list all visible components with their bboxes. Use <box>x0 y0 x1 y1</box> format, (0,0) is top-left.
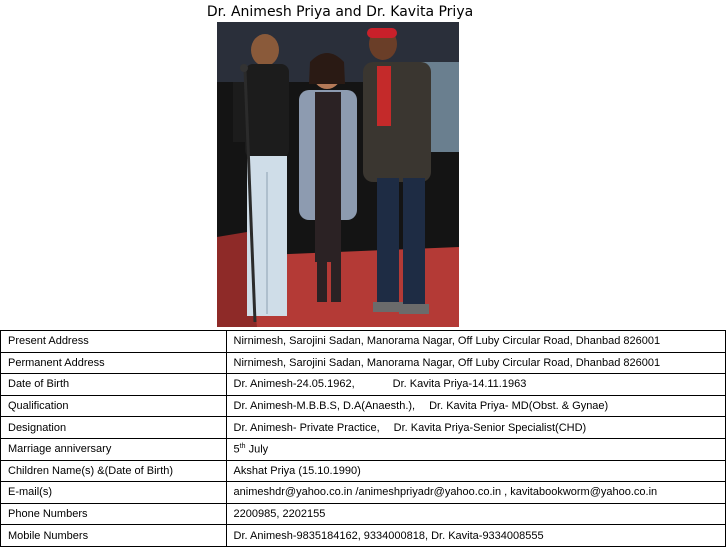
ordinal-suffix: th <box>239 442 246 450</box>
row-value: Akshat Priya (15.10.1990) <box>226 460 725 482</box>
row-value: 2200985, 2202155 <box>226 503 725 525</box>
row-label: Mobile Numbers <box>1 525 227 547</box>
value-part: Dr. Animesh-24.05.1962, <box>233 378 355 391</box>
value-part: Dr. Animesh- Private Practice, <box>233 421 380 434</box>
row-label: Qualification <box>1 395 227 417</box>
value-part: Dr. Kavita Priya-14.11.1963 <box>392 378 527 391</box>
row-value <box>226 417 725 439</box>
table-row <box>1 395 726 417</box>
table-row <box>1 352 726 374</box>
table-row <box>1 417 726 439</box>
family-photo-illustration <box>217 22 459 327</box>
row-label: Permanent Address <box>1 352 227 374</box>
value-part: July <box>245 443 269 456</box>
row-label: Present Address <box>1 331 227 353</box>
row-value: Nirnimesh, Sarojini Sadan, Manorama Nagar, Off Luby Circular Road, Dhanbad 826001 <box>226 331 725 353</box>
value-part: Dr. Animesh-M.B.B.S, D.A(Anaesth.), <box>233 400 416 413</box>
table-row <box>1 460 726 482</box>
family-photo <box>217 22 459 327</box>
row-value: Nirnimesh, Sarojini Sadan, Manorama Nagar, Off Luby Circular Road, Dhanbad 826001 <box>226 352 725 374</box>
details-table <box>0 330 726 547</box>
table-row <box>1 482 726 504</box>
value-part: 5 <box>233 443 240 456</box>
page-title: Dr. Animesh Priya and Dr. Kavita Priya <box>206 4 474 20</box>
table-row <box>1 503 726 525</box>
row-value <box>226 374 725 396</box>
value-part: Dr. Kavita Priya- MD(Obst. & Gynae) <box>429 400 609 413</box>
row-value: animeshdr@yahoo.co.in /animeshpriyadr@yahoo.co.in , kavitabookworm@yahoo.co.in <box>226 482 725 504</box>
row-label: E-mail(s) <box>1 482 227 504</box>
row-label: Phone Numbers <box>1 503 227 525</box>
row-value <box>226 395 725 417</box>
value-part: Dr. Kavita Priya-Senior Specialist(CHD) <box>393 421 587 434</box>
row-value <box>226 438 725 460</box>
row-label: Designation <box>1 417 227 439</box>
row-label: Marriage anniversary <box>1 438 227 460</box>
row-value: Dr. Animesh-9835184162, 9334000818, Dr. Kavita-9334008555 <box>226 525 725 547</box>
table-row <box>1 525 726 547</box>
row-label: Children Name(s) &(Date of Birth) <box>1 460 227 482</box>
table-row <box>1 374 726 396</box>
row-label: Date of Birth <box>1 374 227 396</box>
table-row <box>1 331 726 353</box>
table-row <box>1 438 726 460</box>
